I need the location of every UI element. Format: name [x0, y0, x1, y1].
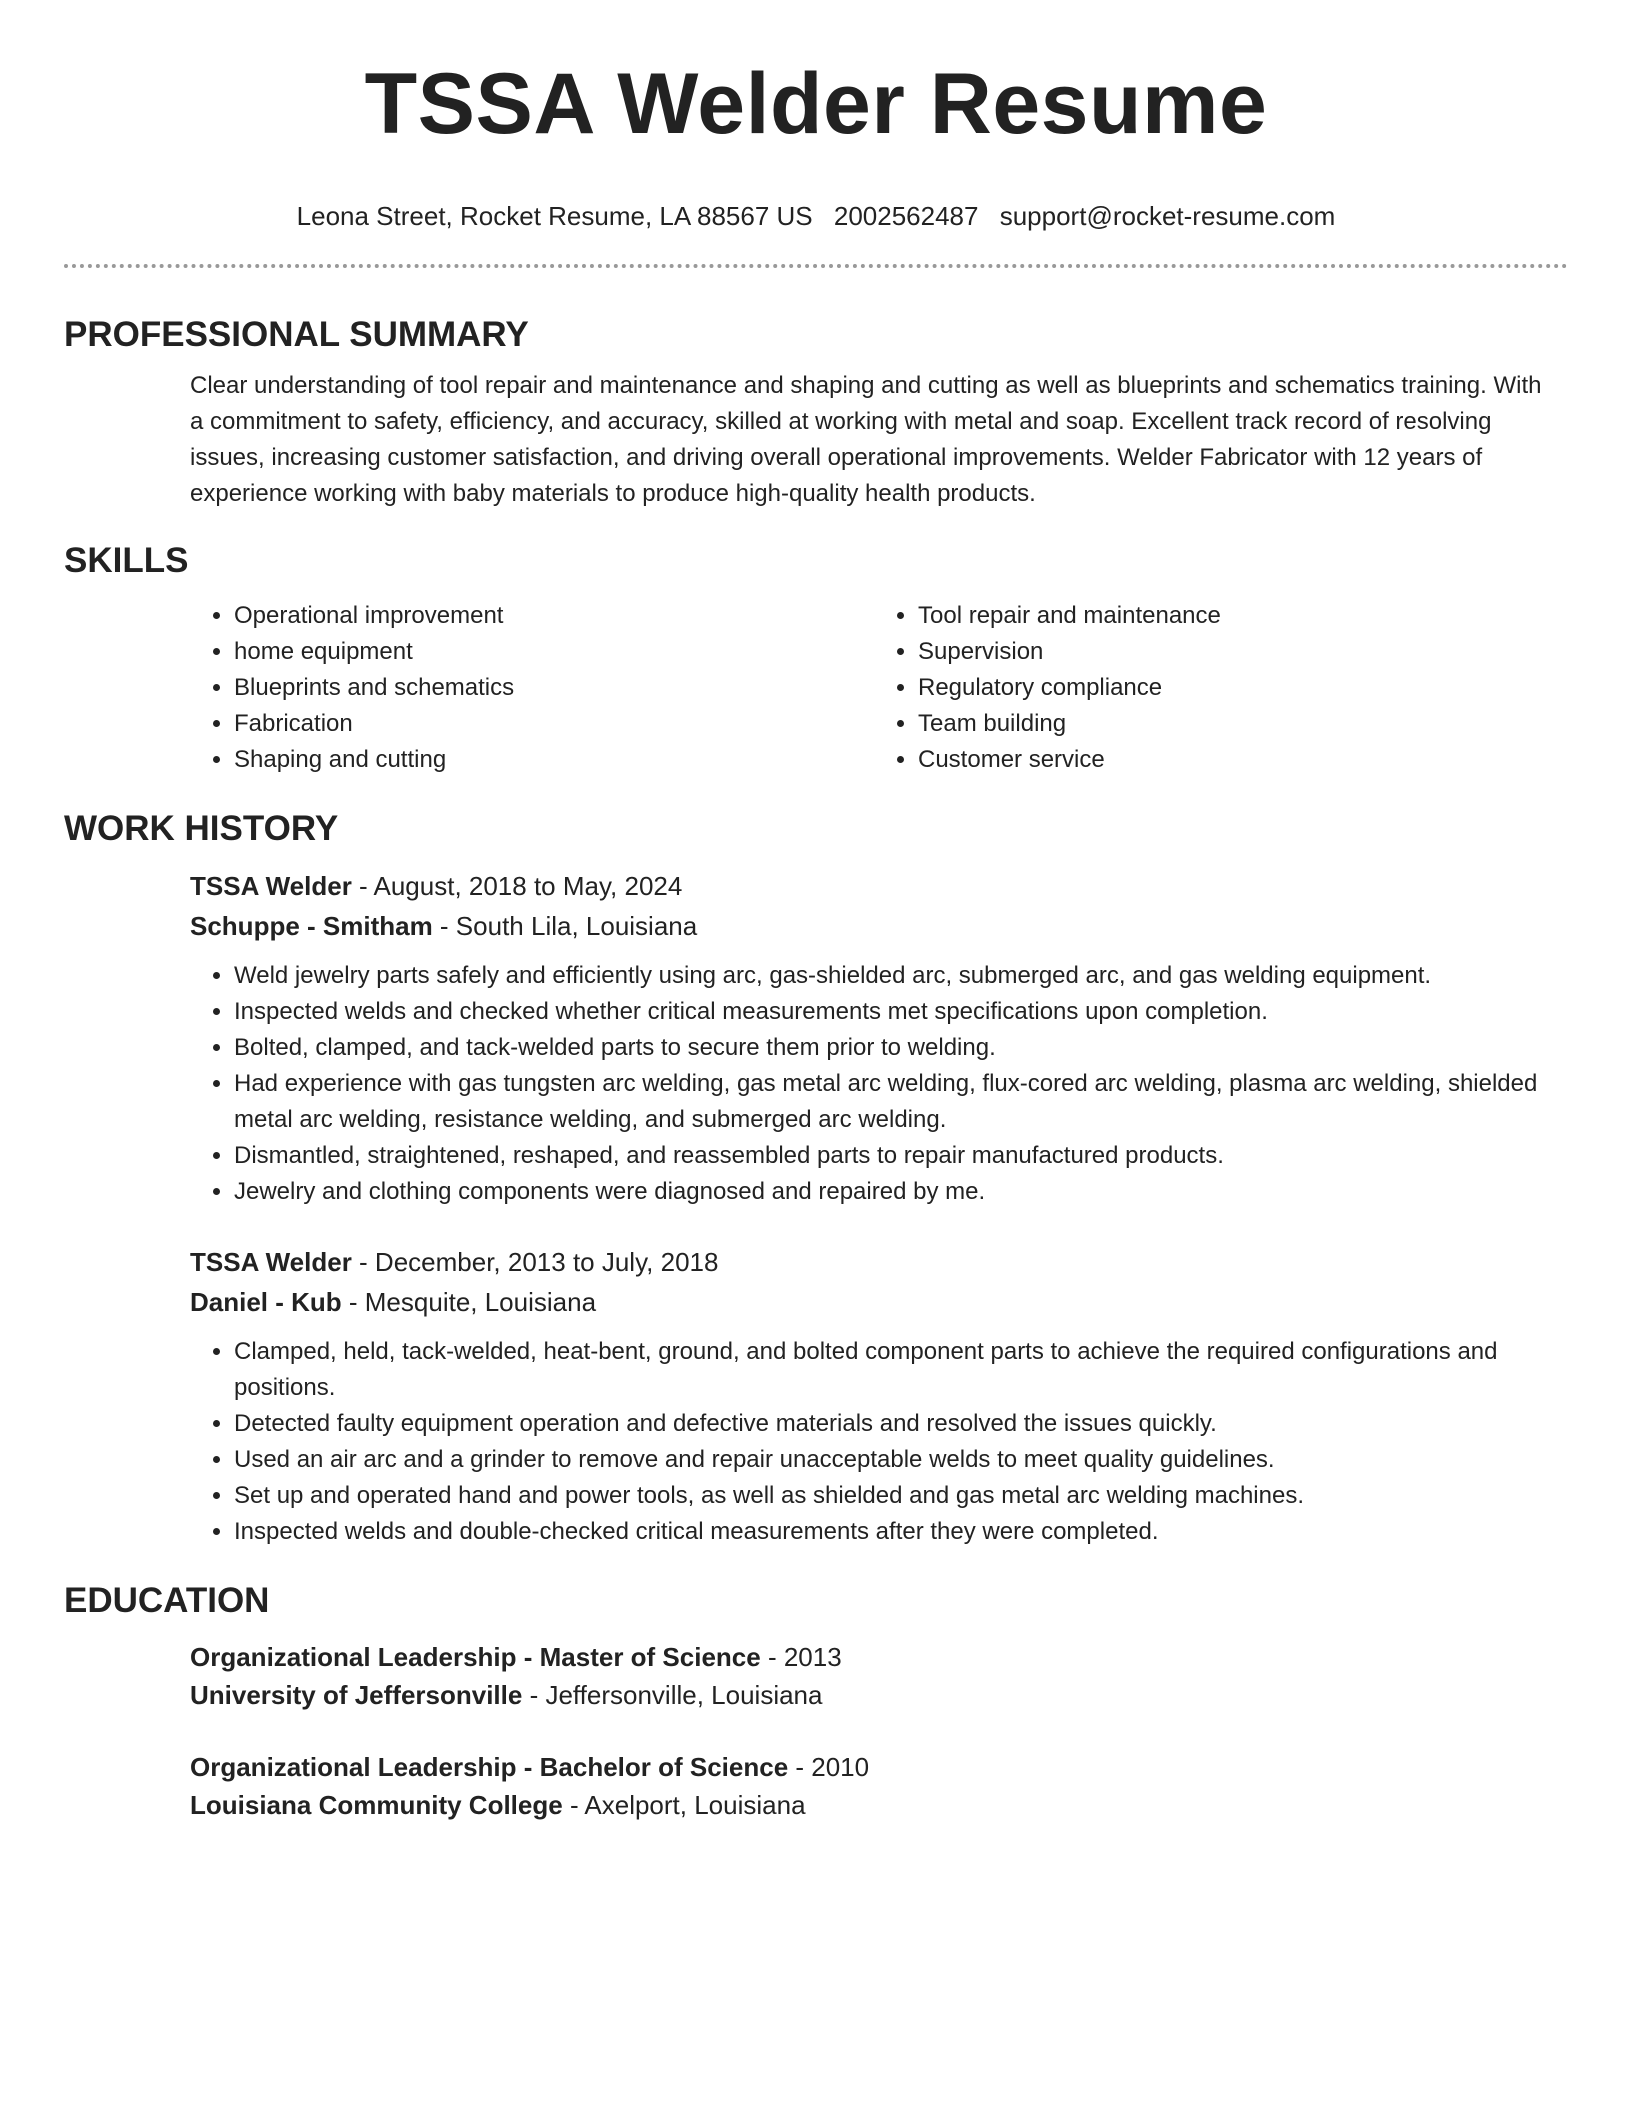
education-degree: Organizational Leadership - Bachelor of Science	[190, 1752, 789, 1782]
contact-phone: 2002562487	[833, 201, 979, 231]
education-school-line	[190, 1676, 1558, 1714]
skills-heading: SKILLS	[64, 541, 189, 580]
work-history-heading: WORK HISTORY	[64, 809, 339, 848]
skill-item: • Customer service	[918, 742, 1558, 778]
skill-item: • Blueprints and schematics	[234, 670, 874, 706]
job-location: - South Lila, Louisiana	[432, 911, 698, 941]
job-entry	[190, 1242, 1558, 1550]
job-title: TSSA Welder	[190, 1247, 352, 1277]
education-year: - 2010	[788, 1752, 870, 1782]
job-bullets	[190, 1334, 1558, 1550]
job-location: - Mesquite, Louisiana	[341, 1287, 597, 1317]
job-bullet: • Inspected welds and checked whether critical measurements met specifications upon completion.	[234, 994, 1558, 1030]
job-bullet: • Dismantled, straightened, reshaped, and reassembled parts to repair manufactured products.	[234, 1138, 1558, 1174]
education-degree-line	[190, 1748, 1558, 1786]
header-divider	[64, 264, 1568, 268]
education-heading: EDUCATION	[64, 1581, 270, 1620]
job-bullet: • Clamped, held, tack-welded, heat-bent, ground, and bolted component parts to achieve the required configurations and positions.	[234, 1334, 1558, 1406]
job-bullet: • Detected faulty equipment operation and defective materials and resolved the issues quickly.	[234, 1406, 1558, 1442]
skill-item: • Shaping and cutting	[234, 742, 874, 778]
skill-item: • home equipment	[234, 634, 874, 670]
job-bullet: • Bolted, clamped, and tack-welded parts to secure them prior to welding.	[234, 1030, 1558, 1066]
skill-item: • Operational improvement	[234, 598, 874, 634]
work-history-section	[64, 808, 1568, 1550]
resume-header	[64, 0, 1568, 232]
job-bullet: • Inspected welds and double-checked critical measurements after they were completed.	[234, 1514, 1558, 1550]
skill-item: • Supervision	[918, 634, 1558, 670]
job-bullet: • Had experience with gas tungsten arc welding, gas metal arc welding, flux-cored arc welding, plasma arc welding, shielded metal arc welding, resistance welding, and submerged arc welding.	[234, 1066, 1558, 1138]
job-title: TSSA Welder	[190, 871, 352, 901]
job-title-line	[190, 866, 1558, 906]
skills-left-column	[190, 598, 874, 778]
skill-item: • Fabrication	[234, 706, 874, 742]
job-bullets	[190, 958, 1558, 1210]
education-degree-line	[190, 1638, 1558, 1676]
skill-item: • Regulatory compliance	[918, 670, 1558, 706]
job-bullet: • Used an air arc and a grinder to remove and repair unacceptable welds to meet quality guidelines.	[234, 1442, 1558, 1478]
summary-heading: PROFESSIONAL SUMMARY	[64, 315, 529, 354]
summary-section	[64, 314, 1568, 512]
skill-item: • Tool repair and maintenance	[918, 598, 1558, 634]
education-entry	[190, 1638, 1558, 1714]
job-bullet: • Weld jewelry parts safely and efficiently using arc, gas-shielded arc, submerged arc, and gas welding equipment.	[234, 958, 1558, 994]
education-year: - 2013	[760, 1642, 842, 1672]
education-school: University of Jeffersonville	[190, 1680, 523, 1710]
skill-item: • Team building	[918, 706, 1558, 742]
contact-email: support@rocket-resume.com	[999, 201, 1336, 231]
skills-right-column	[874, 598, 1558, 778]
education-school: Louisiana Community College	[190, 1790, 563, 1820]
job-dates: - August, 2018 to May, 2024	[351, 871, 683, 901]
job-company: Daniel - Kub	[190, 1287, 342, 1317]
summary-text: Clear understanding of tool repair and maintenance and shaping and cutting as well as blueprints and schematics training. With a commitment to safety, efficiency, and accuracy, skilled at working with metal and soap. Excellent track record of resolving issues, increasing customer satisfaction, and driving overall operational improvements. Welder Fabricator with 12 years of experience working with baby materials to produce high-quality health products.	[190, 372, 1542, 507]
job-company-line	[190, 1282, 1558, 1322]
job-title-line	[190, 1242, 1558, 1282]
education-entry	[190, 1748, 1558, 1824]
education-location: - Jeffersonville, Louisiana	[522, 1680, 823, 1710]
education-location: - Axelport, Louisiana	[562, 1790, 806, 1820]
job-bullet: • Jewelry and clothing components were diagnosed and repaired by me.	[234, 1174, 1558, 1210]
job-company: Schuppe - Smitham	[190, 911, 433, 941]
skills-section	[64, 540, 1568, 778]
education-section	[64, 1580, 1568, 1824]
job-entry	[190, 866, 1558, 1210]
contact-info	[64, 200, 1568, 232]
job-dates: - December, 2013 to July, 2018	[351, 1247, 719, 1277]
contact-address: Leona Street, Rocket Resume, LA 88567 US	[296, 201, 813, 231]
job-company-line	[190, 906, 1558, 946]
education-degree: Organizational Leadership - Master of Science	[190, 1642, 761, 1672]
job-bullet: • Set up and operated hand and power tools, as well as shielded and gas metal arc welding machines.	[234, 1478, 1558, 1514]
resume-title: TSSA Welder Resume	[364, 56, 1268, 152]
education-school-line	[190, 1786, 1558, 1824]
skills-grid	[190, 598, 1558, 778]
